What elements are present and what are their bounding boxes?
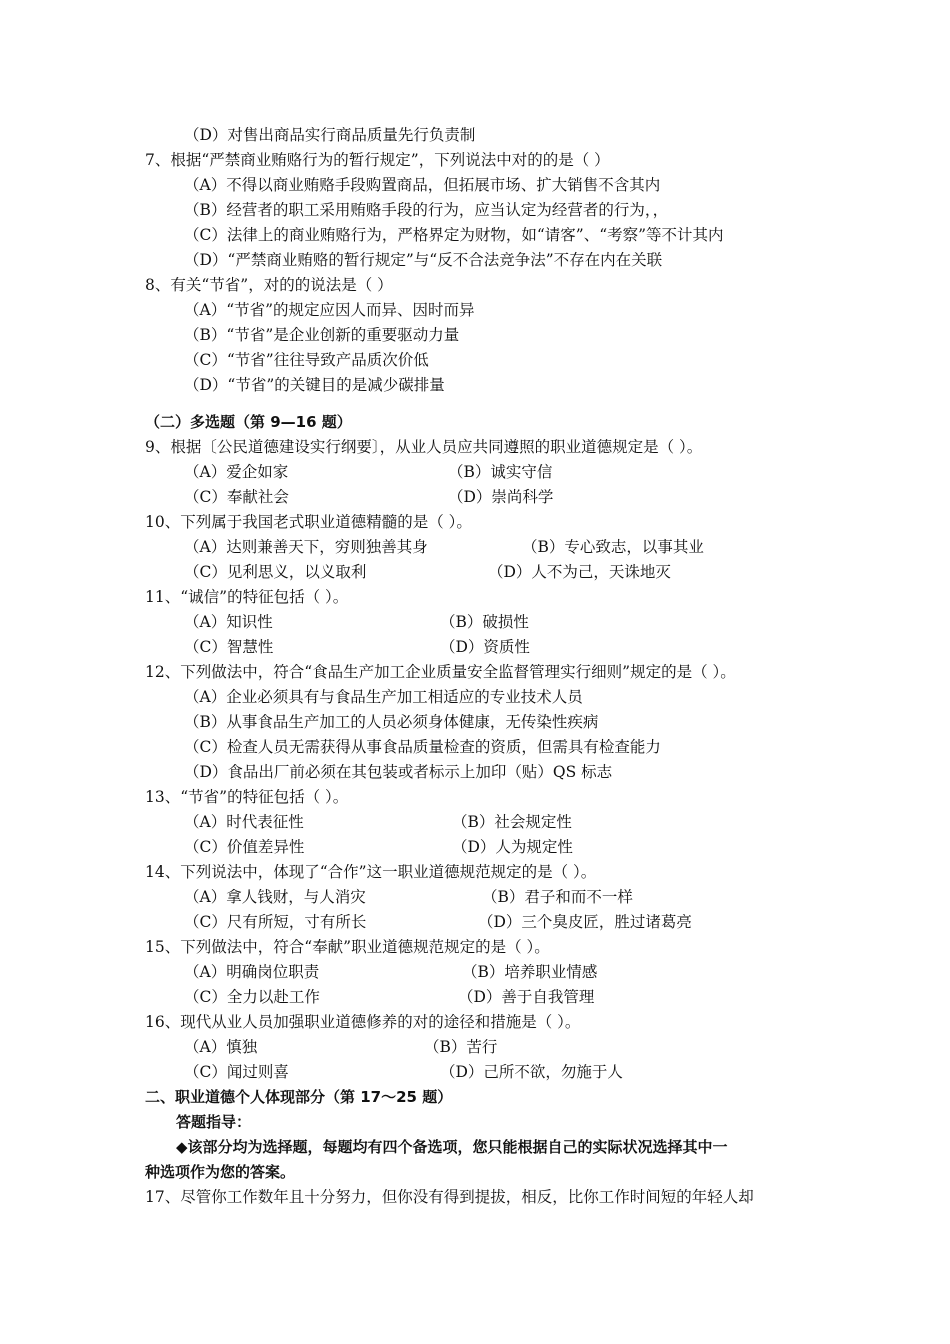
q16-stem: 16、现代从业人员加强职业道德修养的对的途径和措施是（ ）。 (145, 1013, 581, 1031)
q15-option-a: （A）明确岗位职责 (184, 963, 320, 981)
q15-stem: 15、下列做法中，符合“奉献”职业道德规范规定的是（ ）。 (145, 938, 550, 956)
q7-option-d: （D）“严禁商业贿赂的暂行规定”与“反不合法竞争法”不存在内在关联 (184, 251, 663, 269)
q11-option-d: （D）资质性 (440, 638, 530, 656)
q13-option-a: （A）时代表征性 (184, 813, 304, 831)
q7-stem: 7、根据“严禁商业贿赂行为的暂行规定”，下列说法中对的的是（ ） (145, 151, 610, 169)
q12-option-c: （C）检查人员无需获得从事食品质量检查的资质，但需具有检查能力 (184, 738, 661, 756)
q13-stem: 13、“节省”的特征包括（ ）。 (145, 788, 349, 806)
guide-line-1: ◆该部分均为选择题，每题均有四个备选项，您只能根据自己的实际状况选择其中一 (176, 1138, 728, 1156)
q15-option-b: （B）培养职业情感 (462, 963, 598, 981)
q6-option-d: （D）对售出商品实行商品质量先行负责制 (184, 126, 476, 144)
q10-stem: 10、下列属于我国老式职业道德精髓的是（ ）。 (145, 513, 472, 531)
q11-option-a: （A）知识性 (184, 613, 273, 631)
q8-option-c: （C）“节省”往往导致产品质次价低 (184, 351, 429, 369)
q10-option-b: （B）专心致志，以事其业 (522, 538, 704, 556)
q11-stem: 11、“诚信”的特征包括（ ）。 (145, 588, 349, 606)
q16-option-a: （A）慎独 (184, 1038, 258, 1056)
q14-option-d: （D）三个臭皮匠，胜过诸葛亮 (478, 913, 692, 931)
section-multi-heading: （二）多选题（第 9—16 题） (145, 413, 352, 431)
q8-stem: 8、有关“节省”，对的的说法是（ ） (145, 276, 393, 294)
q11-option-b: （B）破损性 (440, 613, 529, 631)
guide-line-2: 种选项作为您的答案。 (145, 1163, 296, 1181)
q12-option-a: （A）企业必须具有与食品生产加工相适应的专业技术人员 (184, 688, 583, 706)
q8-option-a: （A）“节省”的规定应因人而异、因时而异 (184, 301, 475, 319)
q12-option-d: （D）食品出厂前必须在其包装或者标示上加印（贴）QS 标志 (184, 763, 613, 781)
q9-option-c: （C）奉献社会 (184, 488, 289, 506)
q10-option-c: （C）见利思义，以义取利 (184, 563, 367, 581)
q16-option-c: （C）闻过则喜 (184, 1063, 289, 1081)
q14-stem: 14、下列说法中，体现了“合作”这一职业道德规范规定的是（ ）。 (145, 863, 597, 881)
q7-option-b: （B）经营者的职工采用贿赂手段的行为，应当认定为经营者的行为，， (184, 201, 669, 219)
guide-title: 答题指导： (176, 1113, 252, 1131)
q9-option-d: （D）崇尚科学 (448, 488, 554, 506)
q16-option-b: （B）苦行 (424, 1038, 498, 1056)
q9-option-a: （A）爱企如家 (184, 463, 289, 481)
q12-stem: 12、下列做法中，符合“食品生产加工企业质量安全监督管理实行细则”规定的是（ ）。 (145, 663, 736, 681)
q10-option-a: （A）达则兼善天下，穷则独善其身 (184, 538, 428, 556)
q13-option-b: （B）社会规定性 (452, 813, 572, 831)
q12-option-b: （B）从事食品生产加工的人员必须身体健康，无传染性疾病 (184, 713, 599, 731)
q16-option-d: （D）己所不欲，勿施于人 (440, 1063, 623, 1081)
q7-option-a: （A）不得以商业贿赂手段购置商品，但拓展市场、扩大销售不含其内 (184, 176, 661, 194)
q8-option-b: （B）“节省”是企业创新的重要驱动力量 (184, 326, 460, 344)
q14-option-b: （B）君子和而不一样 (482, 888, 633, 906)
q17-stem: 17、尽管你工作数年且十分努力，但你没有得到提拔，相反，比你工作时间短的年轻人却 (145, 1188, 754, 1206)
q10-option-d: （D）人不为己，天诛地灭 (488, 563, 671, 581)
q11-option-c: （C）智慧性 (184, 638, 274, 656)
section-two-heading: 二、职业道德个人体现部分（第 17～25 题） (145, 1088, 453, 1106)
q9-option-b: （B）诚实守信 (448, 463, 553, 481)
q14-option-c: （C）尺有所短，寸有所长 (184, 913, 367, 931)
q15-option-d: （D）善于自我管理 (458, 988, 595, 1006)
q7-option-c: （C）法律上的商业贿赂行为，严格界定为财物，如“请客”、“考察”等不计其内 (184, 226, 724, 244)
q8-option-d: （D）“节省”的关键目的是减少碳排量 (184, 376, 445, 394)
q14-option-a: （A）拿人钱财，与人消灾 (184, 888, 366, 906)
q9-stem: 9、根据〔公民道德建设实行纲要〕，从业人员应共同遵照的职业道德规定是（ ）。 (145, 438, 703, 456)
q13-option-d: （D）人为规定性 (452, 838, 573, 856)
q13-option-c: （C）价值差异性 (184, 838, 305, 856)
q15-option-c: （C）全力以赴工作 (184, 988, 320, 1006)
